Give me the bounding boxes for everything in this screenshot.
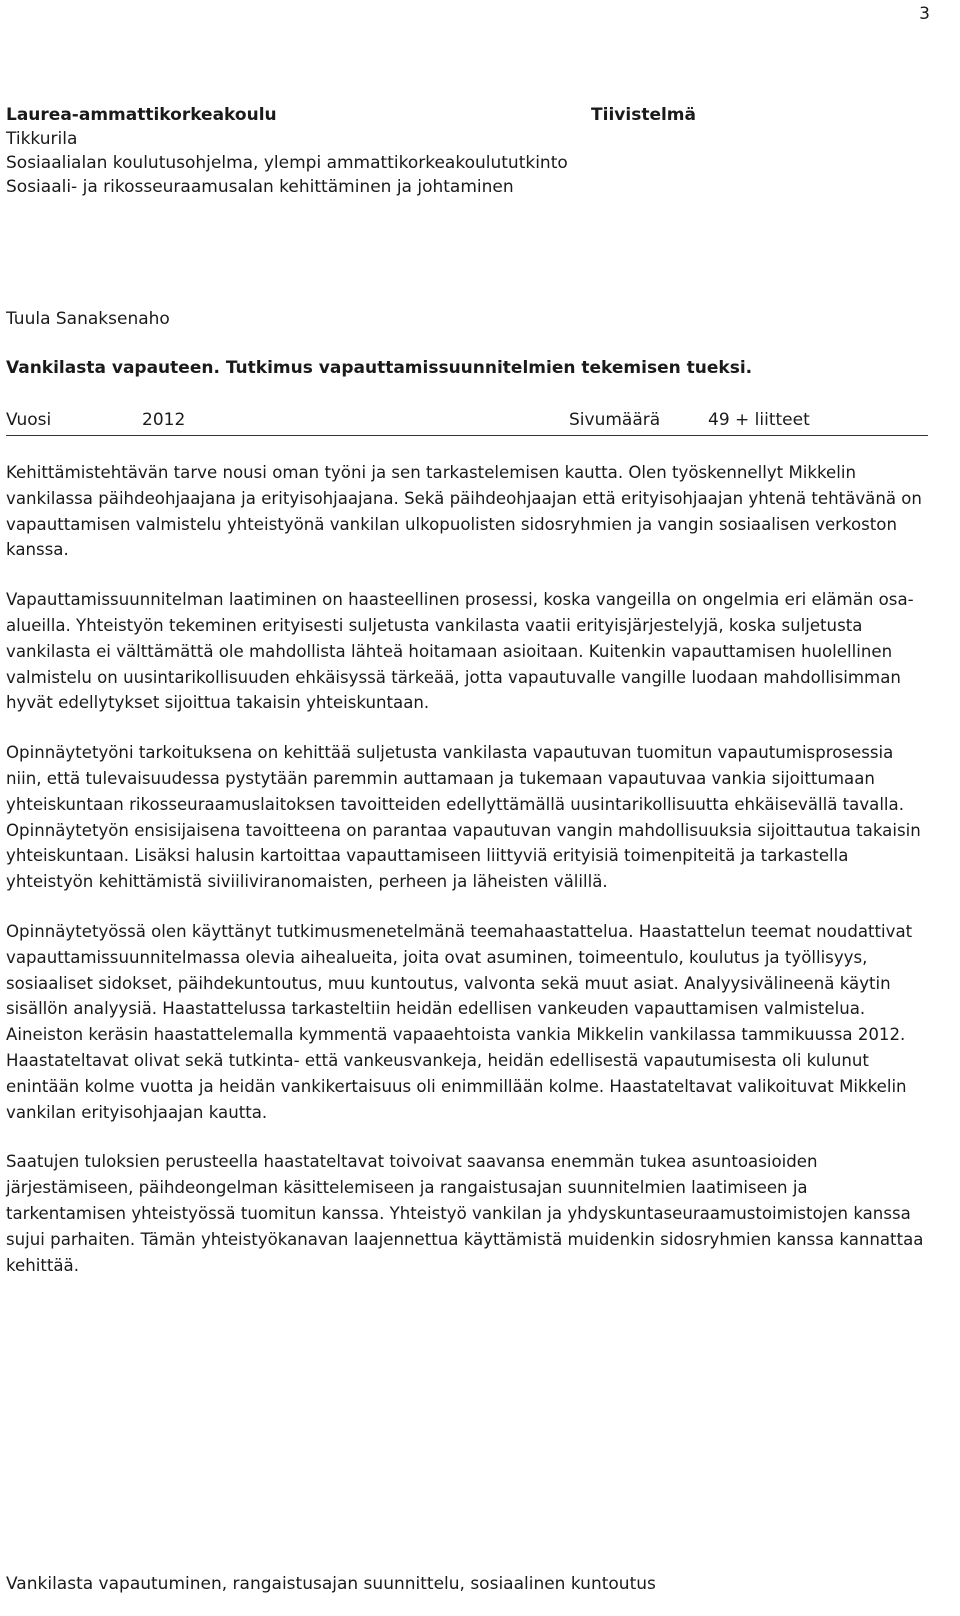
abstract-paragraph: Opinnäytetyössä olen käyttänyt tutkimusmenetelmänä teemahaastattelua. Haastattelun teemat noudattivat vapauttamissuunnitelmassa olevia aihealueita, joita ovat asuminen, toimeentulo, koulutus ja työllisyys, sosiaaliset sidokset, päihdekuntoutus, muu kuntoutus, valvonta sekä muut asiat. Analyysivälineenä käytin sisällön analyysiä. Haastattelussa tarkasteltiin heidän edellisen vankeuden vapauttamisen valmistelua. Aineiston keräsin haastattelemalla kymmentä vapaaehtoista vankia Mikkelin vankilassa tammikuussa 2012. Haastateltavat olivat sekä tutkinta- että vankeusvankeja, heidän edellisestä vapautumisesta oli kulunut enintään kolme vuotta ja heidän vankikertaisuus oli enimmillään kolme. Haastateltavat valikoituvat Mikkelin vankilan erityisohjaajan kautta. (6, 921, 913, 1122)
thesis-title: Vankilasta vapauteen. Tutkimus vapauttamissuunnitelmien tekemisen tueksi. (6, 358, 753, 378)
abstract-body (6, 460, 926, 1302)
keywords: Vankilasta vapautuminen, rangaistusajan suunnittelu, sosiaalinen kuntoutus (6, 1574, 656, 1594)
abstract-paragraph: Kehittämistehtävän tarve nousi oman työni ja sen tarkastelemisen kautta. Olen työskennellyt Mikkelin vankilassa päihdeohjaajana ja erityisohjaajana. Sekä päihdeohjaajan että erityisohjaajan yhtenä tehtävänä on vapauttamisen valmistelu yhteistyönä vankilan ulkopuolisten sidosryhmien ja vangin sosiaalisen verkoston kanssa. (6, 463, 922, 560)
year-label: Vuosi (6, 410, 52, 430)
institution-name: Laurea-ammattikorkeakoulu (6, 105, 277, 125)
author-name: Tuula Sanaksenaho (6, 309, 170, 329)
header-row (6, 103, 696, 127)
abstract-paragraph: Opinnäytetyöni tarkoituksena on kehittää suljetusta vankilasta vapautuvan tuomitun vapautumisprosessia niin, että tulevaisuudessa pystytään paremmin auttamaan ja tukemaan vapautuvaa vankia sijoittumaan yhteiskuntaan rikosseuraamuslaitoksen tavoitteiden edellyttämällä uusintarikollisuutta ehkäisevällä tavalla. Opinnäytetyön ensisijaisena tavoitteena on parantaa vapautuvan vangin mahdollisuuksia sijoittautua takaisin yhteiskuntaan. Lisäksi halusin kartoittaa vapauttamiseen liittyviä erityisiä toimenpiteitä ja tarkastella yhteistyön kehittämistä siviiliviranomaisten, perheen ja läheisten välillä. (6, 743, 921, 892)
page-number: 3 (919, 4, 930, 24)
abstract-header (6, 103, 696, 199)
thesis-meta (6, 408, 928, 436)
specialisation: Sosiaali- ja rikosseuraamusalan kehittäminen ja johtaminen (6, 177, 514, 197)
abstract-paragraph: Vapauttamissuunnitelman laatiminen on haasteellinen prosessi, koska vangeilla on ongelmia eri elämän osa-alueilla. Yhteistyön tekeminen erityisesti suljetusta vankilasta vaatii erityisjärjestelyjä, koska suljetusta vankilasta ei välttämättä ole mahdollista lähteä hoitamaan asioitaan. Kuitenkin vapauttamisen huolellinen valmistelu on uusintarikollisuuden ehkäisyssä tärkeää, jotta vapautuvalle vangille luodaan mahdollisimman hyvät edellytykset sijoittua takaisin yhteiskuntaan. (6, 590, 914, 713)
campus-name: Tikkurila (6, 129, 78, 149)
abstract-paragraph: Saatujen tuloksien perusteella haastateltavat toivoivat saavansa enemmän tukea asuntoasioiden järjestämiseen, päihdeongelman käsittelemiseen ja rangaistusajan suunnitelmien laatimiseen ja tarkentamisen yhteistyössä tuomitun kanssa. Yhteistyö vankilan ja yhdyskuntaseuraamustoimistojen kanssa sujui parhaiten. Tämän yhteistyökanavan laajennettua käyttämistä muidenkin sidosryhmien kanssa kannattaa kehittää. (6, 1152, 924, 1275)
page-count-value: 49 + liitteet (708, 410, 810, 430)
document-type: Tiivistelmä (591, 105, 696, 125)
page-count-label: Sivumäärä (569, 410, 661, 430)
year-value: 2012 (142, 410, 186, 430)
degree-programme: Sosiaalialan koulutusohjelma, ylempi ammattikorkeakoulututkinto (6, 153, 568, 173)
